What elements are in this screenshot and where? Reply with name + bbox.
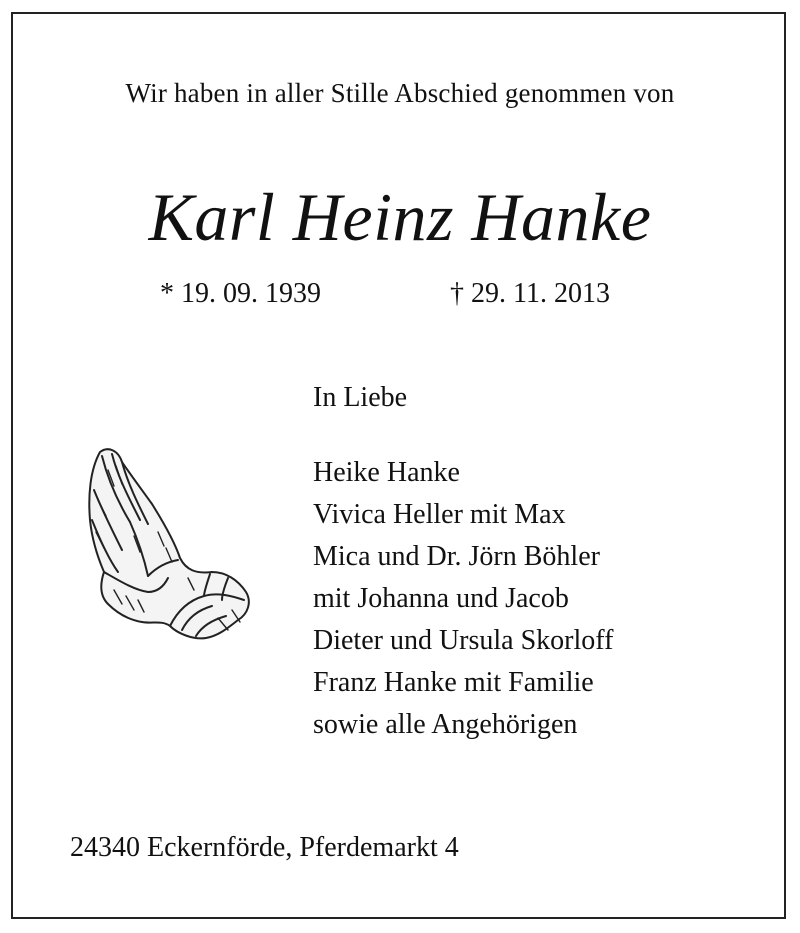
intro-text: Wir haben in aller Stille Abschied genommen von: [125, 78, 675, 108]
mourner-line: mit Johanna und Jacob: [313, 583, 569, 614]
mourner-line: sowie alle Angehörigen: [313, 709, 578, 740]
address: 24340 Eckernförde, Pferdemarkt 4: [70, 832, 459, 863]
deceased-name: Karl Heinz Hanke: [148, 179, 652, 255]
closing-text: In Liebe: [313, 382, 408, 413]
mourner-line: Mica und Dr. Jörn Böhler: [313, 541, 600, 572]
mourner-line: Franz Hanke mit Familie: [313, 667, 594, 698]
birth-date: * 19. 09. 1939: [160, 278, 321, 309]
mourner-line: Vivica Heller mit Max: [313, 499, 566, 530]
mourners-list: [313, 452, 613, 746]
death-date: † 29. 11. 2013: [450, 278, 610, 309]
mourner-line: Dieter und Ursula Skorloff: [313, 625, 614, 656]
mourner-line: Heike Hanke: [313, 457, 460, 488]
praying-hands-icon: [78, 440, 258, 660]
